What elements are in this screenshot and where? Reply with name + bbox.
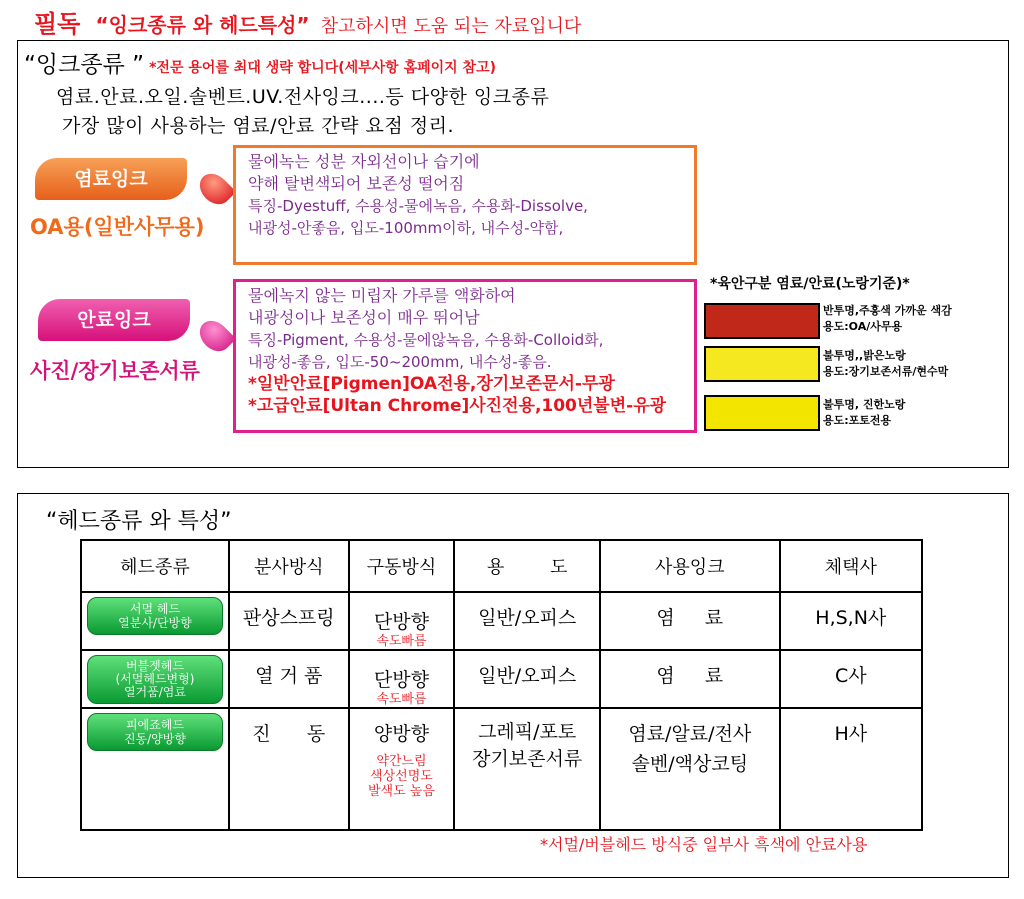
dye-line-1: 물에녹는 성분 자외선이나 습기에: [248, 152, 480, 171]
table-row: [81, 708, 922, 830]
swatch-label-1: [823, 303, 952, 335]
summary-line-1: 염료.안료.오일.솔벤트.UV.전사잉크....등 다양한 잉크종류: [56, 86, 550, 108]
pigment-line-1: 물에녹지 않는 미립자 가루를 액화하여: [248, 286, 516, 305]
table-row: [81, 650, 922, 708]
row3-ink: 염료/알료/전사 솔벤/액상코팅: [628, 723, 752, 775]
pigment-drop-icon: [194, 315, 236, 357]
pigment-emph-2: *고급안료[Ultan Chrome]사진전용,100년불변-유광: [248, 396, 667, 416]
ink-heading-note: *전문 용어를 최대 생략 합니다(세부사항 홈페이지 참고): [149, 60, 496, 76]
head-thermal-pill: 서멀 헤드 열분사/단방향: [87, 597, 223, 635]
swatch-light-yellow: [704, 346, 820, 382]
header-quoted: “잉크종류 와 헤드특성”: [95, 13, 310, 37]
row1-ink: 염 료: [656, 607, 724, 629]
row1-drive: 단방향: [373, 611, 429, 633]
swatch-3-line-2: 용도:포토전용: [823, 414, 892, 427]
page-header: [34, 4, 581, 39]
dye-drop-icon: [194, 168, 236, 210]
dye-line-2: 약해 탈변색되어 보존성 떨어짐: [248, 174, 465, 193]
ink-section: [17, 40, 1009, 468]
header-rest: 참고하시면 도움 되는 자료입니다: [320, 16, 582, 37]
head-bubble-pill: 버블젯헤드 (서멀헤드변형) 열거품/염료: [87, 655, 223, 704]
pigment-line-2: 내광성이나 보존성이 매우 뛰어남: [248, 308, 480, 327]
row3-use: 그레픽/포토 장기보존서류: [472, 721, 583, 770]
dye-description: [233, 145, 697, 265]
row2-ink: 염 료: [656, 665, 724, 687]
swatch-2-line-2: 용도:장기보존서류/현수막: [823, 365, 949, 378]
pigment-usage: 사진/장기보존서류: [30, 359, 200, 383]
row2-drive-note: 속도빠름: [376, 692, 427, 707]
head-piezo-pill: 피에죠헤드 진동/양방향: [87, 713, 223, 751]
pigment-line-3: 특징-Pigment, 수용성-물에않녹음, 수용화-Colloid화,: [248, 331, 604, 349]
dye-ink-label: 염료잉크: [35, 158, 187, 200]
row1-spray: 판상스프링: [242, 607, 335, 629]
row2-maker: C사: [834, 665, 867, 687]
row3-drive-note: 약간느림 색상선명도 발색도 높음: [367, 754, 435, 799]
ink-summary: [56, 83, 549, 141]
dye-line-4: 내광성-안좋음, 입도-100mm이하, 내수성-약함,: [248, 219, 564, 237]
ink-heading: “잉크종류 ”: [24, 52, 145, 78]
col-head-type: 헤드종류: [81, 540, 229, 592]
ink-heading-row: [24, 46, 496, 79]
col-use: 용 도: [454, 540, 600, 592]
head-table: [80, 539, 923, 831]
swatch-1-line-1: 반투명,주홍색 가까운 색감: [823, 304, 952, 317]
swatch-2-line-1: 불투명,,밝은노랑: [823, 349, 906, 362]
pigment-line-4: 내광성-좋음, 입도-50~200mm, 내수성-좋음.: [248, 353, 552, 371]
row3-spray: 진 동: [252, 723, 326, 745]
col-ink: 사용잉크: [600, 540, 780, 592]
swatch-deep-yellow: [704, 395, 820, 431]
swatch-red: [704, 303, 820, 339]
swatch-1-line-2: 용도:OA/사무용: [823, 320, 903, 333]
row3-drive: 양방향: [373, 723, 429, 745]
row2-drive: 단방향: [373, 669, 429, 691]
pigment-ink-label: 안료잉크: [38, 299, 190, 341]
dye-usage: OA용(일반사무용): [30, 215, 205, 239]
row3-maker: H사: [834, 723, 868, 745]
table-row: [81, 592, 922, 650]
row1-drive-note: 속도빠름: [376, 634, 427, 649]
row1-maker: H,S,N사: [815, 607, 887, 629]
col-drive: 구동방식: [349, 540, 455, 592]
swatch-heading: *육안구분 염료/안료(노랑기준)*: [710, 276, 910, 292]
head-footnote: *서멀/버블헤드 방식중 일부사 흑색에 안료사용: [540, 835, 868, 854]
swatch-label-3: [823, 397, 905, 429]
col-spray: 분사방식: [229, 540, 349, 592]
col-maker: 체택사: [780, 540, 922, 592]
row2-use: 일반/오피스: [478, 665, 577, 687]
row1-use: 일반/오피스: [478, 607, 577, 629]
swatch-3-line-1: 불투명, 진한노랑: [823, 398, 906, 411]
header-bold: 필독: [34, 10, 81, 38]
dye-line-3: 특징-Dyestuff, 수용성-물에녹음, 수용화-Dissolve,: [248, 197, 588, 215]
row2-spray: 열 거 품: [255, 665, 323, 687]
head-heading: “헤드종류 와 특성”: [46, 509, 232, 534]
pigment-emph-1: *일반안료[Pigmen]OA전용,장기보존문서-무광: [248, 374, 615, 394]
table-header-row: [81, 540, 922, 592]
summary-line-2: 가장 많이 사용하는 염료/안료 간략 요점 정리.: [62, 115, 455, 137]
swatch-label-2: [823, 348, 948, 380]
pigment-description: [233, 279, 697, 433]
